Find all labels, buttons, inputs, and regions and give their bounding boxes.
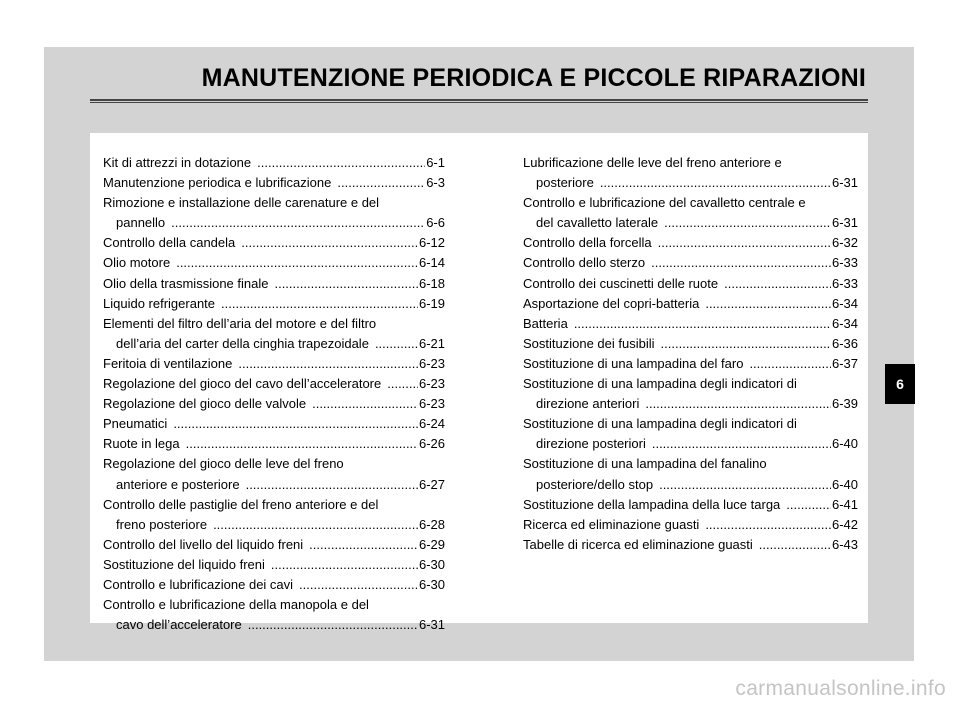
toc-entry: [103, 414, 445, 434]
toc-entry-page: 6-32: [831, 235, 858, 251]
toc-entry-title: Olio motore: [103, 255, 171, 271]
toc-entry-title: Controllo del livello del liquido freni: [103, 536, 304, 552]
toc-entry: [523, 193, 858, 233]
dot-leader: [661, 334, 831, 354]
toc-entry: [103, 314, 445, 354]
toc-entry-title: Kit di attrezzi in dotazione: [103, 155, 252, 170]
dot-leader: [173, 414, 418, 434]
toc-entry-title: Sostituzione di una lampadina del fanalino: [523, 456, 767, 472]
toc-entry: [523, 515, 858, 535]
dot-leader: [221, 294, 418, 314]
toc-entry-page: 6-36: [831, 335, 858, 351]
toc-entry-page: 6-28: [418, 516, 445, 532]
toc-entry-title: Batteria: [523, 315, 568, 331]
toc-entry: [103, 233, 445, 253]
toc-entry-page: 6-40: [831, 476, 858, 492]
toc-entry: [523, 535, 858, 555]
toc-entry-title: Sostituzione della lampadina della luce targa: [523, 496, 781, 512]
toc-entry-title: Regolazione del gioco delle valvole: [103, 396, 307, 412]
toc-entry-title: Pneumatici: [103, 416, 168, 432]
toc-entry-page: 6-37: [831, 355, 858, 371]
toc-entry: [523, 294, 858, 314]
dot-leader: [759, 535, 831, 555]
toc-entry-title: Regolazione del gioco del cavo dell’acceleratore: [103, 376, 382, 392]
toc-entry-page: 6-27: [418, 476, 445, 492]
dot-leader: [786, 495, 831, 515]
toc-entry-title: dell’aria del carter della cinghia trapezoidale: [116, 335, 369, 351]
dot-leader: [274, 274, 418, 294]
title-divider: [90, 99, 868, 103]
toc-entry-title: Sostituzione di una lampadina degli indicatori di: [523, 376, 797, 392]
toc-entry-title: Controllo della candela: [103, 235, 236, 251]
dot-leader: [241, 233, 418, 253]
toc-entry-page: 6-30: [418, 556, 445, 572]
toc-entry-title: Feritoia di ventilazione: [103, 355, 233, 371]
toc-entry: [523, 314, 858, 334]
toc-entry-page: 6-29: [418, 536, 445, 552]
toc-entry: [103, 253, 445, 273]
toc-entry-title: Ricerca ed eliminazione guasti: [523, 516, 700, 532]
toc-entry-page: 6-23: [418, 376, 445, 392]
toc-entry: [103, 434, 445, 454]
dot-leader: [271, 555, 418, 575]
toc-entry-page: 6-24: [418, 416, 445, 432]
manual-page: [44, 47, 914, 661]
dot-leader: [664, 213, 831, 233]
toc-entry-page: 6-23: [418, 355, 445, 371]
toc-entry-title: Sostituzione di una lampadina degli indicatori di: [523, 416, 797, 432]
toc-entry-title: Ruote in lega: [103, 436, 180, 452]
toc-column-left: [103, 153, 445, 635]
toc-entry-title: del cavalletto laterale: [536, 215, 659, 231]
dot-leader: [705, 515, 831, 535]
toc-entry: [103, 454, 445, 494]
toc-entry: [523, 414, 858, 454]
toc-entry: [103, 595, 445, 635]
dot-leader: [186, 434, 418, 454]
toc-entry-title: Asportazione del copri-batteria: [523, 295, 700, 311]
toc-entry-page: 6-43: [831, 536, 858, 552]
toc-entry-title: Manutenzione periodica e lubrificazione: [103, 175, 332, 191]
dot-leader: [238, 354, 418, 374]
dot-leader: [658, 233, 831, 253]
toc-entry-page: 6-23: [418, 396, 445, 412]
toc-entry: [103, 495, 445, 535]
toc-entry: [523, 454, 858, 494]
toc-entry-page: 6-1: [426, 155, 445, 170]
toc-entry-title: Controllo e lubrificazione della manopola e del: [103, 597, 369, 613]
toc-entry-title: Tabelle di ricerca ed eliminazione guasti: [523, 536, 753, 552]
toc-entry-page: 6-31: [418, 617, 445, 633]
page-title: MANUTENZIONE PERIODICA E PICCOLE RIPARAZIONI: [201, 64, 866, 92]
toc-entry-title: Olio della trasmissione finale: [103, 275, 269, 291]
toc-entry: [103, 535, 445, 555]
toc-entry-title: Controllo dei cuscinetti delle ruote: [523, 275, 719, 291]
toc-entry: [103, 555, 445, 575]
toc-entry: [103, 153, 445, 173]
toc-entry-title: Sostituzione dei fusibili: [523, 335, 655, 351]
toc-entry-page: 6-21: [418, 335, 445, 351]
dot-leader: [705, 294, 831, 314]
dot-leader: [299, 575, 418, 595]
toc-entry-title: posteriore/dello stop: [536, 476, 654, 492]
toc-entry: [523, 253, 858, 273]
toc-entry-page: 6-3: [426, 175, 445, 191]
toc-entry: [523, 495, 858, 515]
toc-entry-title: Sostituzione del liquido freni: [103, 556, 265, 572]
toc-entry-title: Controllo dello sterzo: [523, 255, 646, 271]
toc-entry-title: pannello: [116, 215, 166, 231]
toc-entry-title: Lubrificazione delle leve del freno anteriore e: [523, 155, 782, 170]
toc-entry: [523, 354, 858, 374]
toc-entry-page: 6-39: [831, 396, 858, 412]
toc-entry-page: 6-34: [831, 315, 858, 331]
dot-leader: [213, 515, 418, 535]
toc-entry: [103, 294, 445, 314]
dot-leader: [387, 374, 418, 394]
toc-entry-page: 6-41: [831, 496, 858, 512]
toc-entry-page: 6-30: [418, 576, 445, 592]
toc-entry-page: 6-19: [418, 295, 445, 311]
toc-panel: [90, 133, 868, 633]
dot-leader: [724, 274, 831, 294]
toc-entry-page: 6-33: [831, 275, 858, 291]
toc-entry: [523, 233, 858, 253]
toc-entry-title: Rimozione e installazione delle carenature e del: [103, 195, 380, 211]
dot-leader: [246, 475, 418, 495]
toc-entry: [103, 274, 445, 294]
toc-entry: [103, 354, 445, 374]
dot-leader: [248, 615, 418, 635]
toc-entry-page: 6-31: [831, 175, 858, 191]
dot-leader: [176, 253, 418, 273]
toc-entry-title: cavo dell’acceleratore: [116, 617, 242, 633]
dot-leader: [337, 173, 425, 193]
toc-entry-title: direzione posteriori: [536, 436, 646, 452]
toc-entry: [523, 334, 858, 354]
toc-entry-page: 6-33: [831, 255, 858, 271]
toc-entry: [103, 193, 445, 233]
toc-entry-page: 6-6: [426, 215, 445, 231]
dot-leader: [652, 434, 831, 454]
dot-leader: [659, 475, 831, 495]
toc-entry: [523, 153, 858, 193]
toc-entry-title: freno posteriore: [116, 516, 208, 532]
toc-entry-title: Regolazione del gioco delle leve del freno: [103, 456, 344, 472]
dot-leader: [600, 173, 831, 193]
dot-leader: [651, 253, 831, 273]
chapter-tab: [885, 364, 915, 404]
toc-entry-title: direzione anteriori: [536, 396, 640, 412]
toc-entry-page: 6-12: [418, 235, 445, 251]
dot-leader: [749, 354, 831, 374]
dot-leader: [574, 314, 831, 334]
toc-entry-title: Elementi del filtro dell’aria del motore e del filtro: [103, 315, 377, 331]
toc-column-right: [523, 153, 858, 555]
dot-leader: [312, 394, 418, 414]
toc-entry-title: Controllo e lubrificazione del cavalletto centrale e: [523, 195, 806, 211]
toc-entry: [103, 575, 445, 595]
watermark: carmanualsonline.info: [735, 677, 946, 700]
dot-leader: [309, 535, 418, 555]
toc-entry-page: 6-18: [418, 275, 445, 291]
toc-entry-page: 6-26: [418, 436, 445, 452]
toc-entry: [103, 394, 445, 414]
dot-leader: [257, 153, 425, 173]
toc-entry-title: Sostituzione di una lampadina del faro: [523, 355, 744, 371]
toc-entry-title: Controllo delle pastiglie del freno anteriore e del: [103, 496, 379, 512]
dot-leader: [645, 394, 831, 414]
toc-entry-page: 6-31: [831, 215, 858, 231]
toc-entry-title: Liquido refrigerante: [103, 295, 216, 311]
dot-leader: [375, 334, 418, 354]
toc-entry-page: 6-34: [831, 295, 858, 311]
toc-entry: [523, 274, 858, 294]
toc-entry-title: posteriore: [536, 175, 594, 191]
chapter-tab-label: 6: [896, 376, 904, 392]
toc-entry-title: Controllo della forcella: [523, 235, 652, 251]
dot-leader: [171, 213, 425, 233]
toc-entry-title: Controllo e lubrificazione dei cavi: [103, 576, 294, 592]
toc-entry: [103, 374, 445, 394]
toc-entry-page: 6-14: [418, 255, 445, 271]
toc-entry-page: 6-42: [831, 516, 858, 532]
toc-entry-page: 6-40: [831, 436, 858, 452]
toc-entry: [103, 173, 445, 193]
toc-entry: [523, 374, 858, 414]
toc-entry-title: anteriore e posteriore: [116, 476, 240, 492]
